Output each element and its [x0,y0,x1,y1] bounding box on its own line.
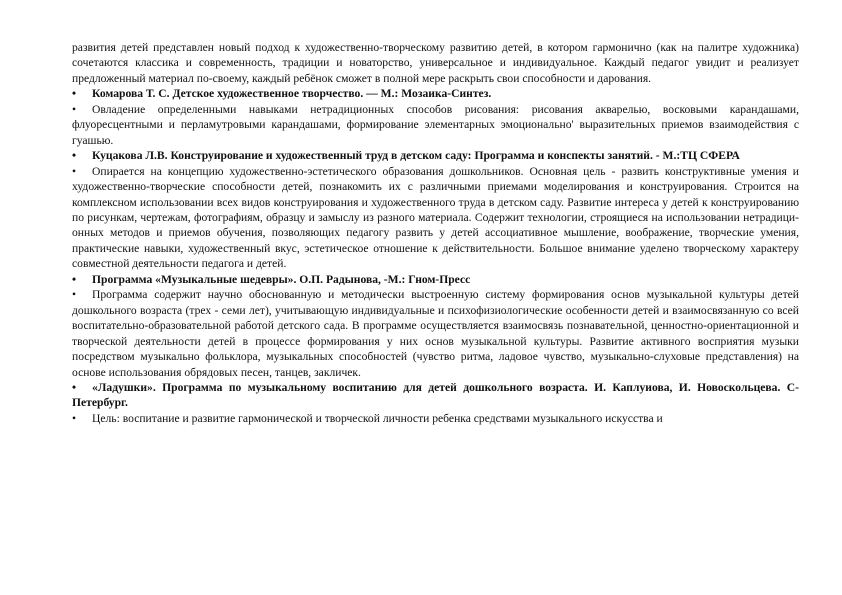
list-item-radynova [72,272,799,287]
bullet-icon: • [72,411,77,425]
intro-paragraph: развития детей представлен новый подход к художественно-творческому развитию детей, в котором гармонично (как на палитре художника) сочетаются классика и современность, традиции и новаторство, универсальное и индивидуальное. Каждый педагог увидит и реализует предложенный материал по-своему, каждый ребёнок сможет в полной мере раскрыть свои способности и дарования. [72,41,799,85]
list-item-komarova [72,86,799,101]
bullet-icon: • [72,102,77,116]
list-item-komarova-description [72,102,799,148]
bullet-icon: • [72,272,77,286]
list-item-kutsakova-description [72,164,799,272]
list-item-ladushki-description [72,411,799,426]
list-item-text: Цель: воспитание и развитие гармонической и творческой личности ребенка средствами музыкального искусства и [92,411,663,425]
bullet-icon: • [72,288,77,302]
list-item-ladushki [72,380,799,411]
list-item-kutsakova [72,148,799,163]
list-item-radynova-description [72,287,799,380]
bullet-icon: • [72,149,77,163]
list-item-text: Овладение определенными навыками нетрадиционных способов рисования: рисования акварелью, восковыми карандашами, флуоресцентными и перламутровыми карандашами, формирование элементарных эмоционально' выразительных приемов взаимодействия с гуашью. [72,102,799,147]
list-item-text: Программа «Музыкальные шедевры». О.П. Радынова, -М.: Гном-Пресс [92,272,471,286]
list-item-text: «Ладушки». Программа по музыкальному воспитанию для детей дошкольного возраста. И. Каплуиова, И. Новоскольцева. С-Петербург. [72,380,799,410]
document-page [72,40,799,426]
list-item-text: Опирается на концепцию художественно-эстетического образования дошкольников. Основная цель - развить конструктивные умения и художественно-творческие способности детей, познакомить их с различными приемами моделирования и конструирования. Строится на комплексном использовании всех видов конструирования и художественного труда в детском саду. Развитие интереса у детей к конструированию по рисункам, чертежам, фотографиям, образцу и замыслу из разного материала. Содержит технологии, строящиеся на использовании нетрадици- онных методов и приемов обучения, позволяющих педагогу развить у детей ассоциативное мышление, воображение, творческие умения, практические навыки, художественный вкус, эстетическое отношение к действительности. Большое внимание уделено творческому характеру совместной деятельности педагога и детей. [72,164,799,271]
bullet-icon: • [72,87,77,101]
list-item-text: Куцакова Л.В. Конструирование и художественный труд в детском саду: Программа и конспекты занятий. - М.:ТЦ СФЕРА [92,149,740,163]
list-item-text: Комарова Т. С. Детское художественное творчество. — М.: Мозаика-Синтез. [92,87,492,101]
bullet-icon: • [72,164,77,178]
bullet-icon: • [72,380,77,394]
list-item-text: Программа содержит научно обоснованную и методически выстроенную систему формирования основ музыкальной культуры детей дошкольного возраста (трех - семи лет), учитывающую индивидуальные и психофизиологические особенности детей и взаимосвязанную со всей воспитательно-образовательной работой детского сада. В программе осуществляется взаимосвязь познавательной, ценностно-ориентационной и творческой деятельности детей в процессе формирования у них основ музыкальной культуры. Развитие активного восприятия музыки посредством музыкально фольклора, музыкальных способностей (чувство ритма, ладовое чувство, музыкально-слуховые представления) на основе использования обрядовых песен, танцев, закличек. [72,288,799,379]
